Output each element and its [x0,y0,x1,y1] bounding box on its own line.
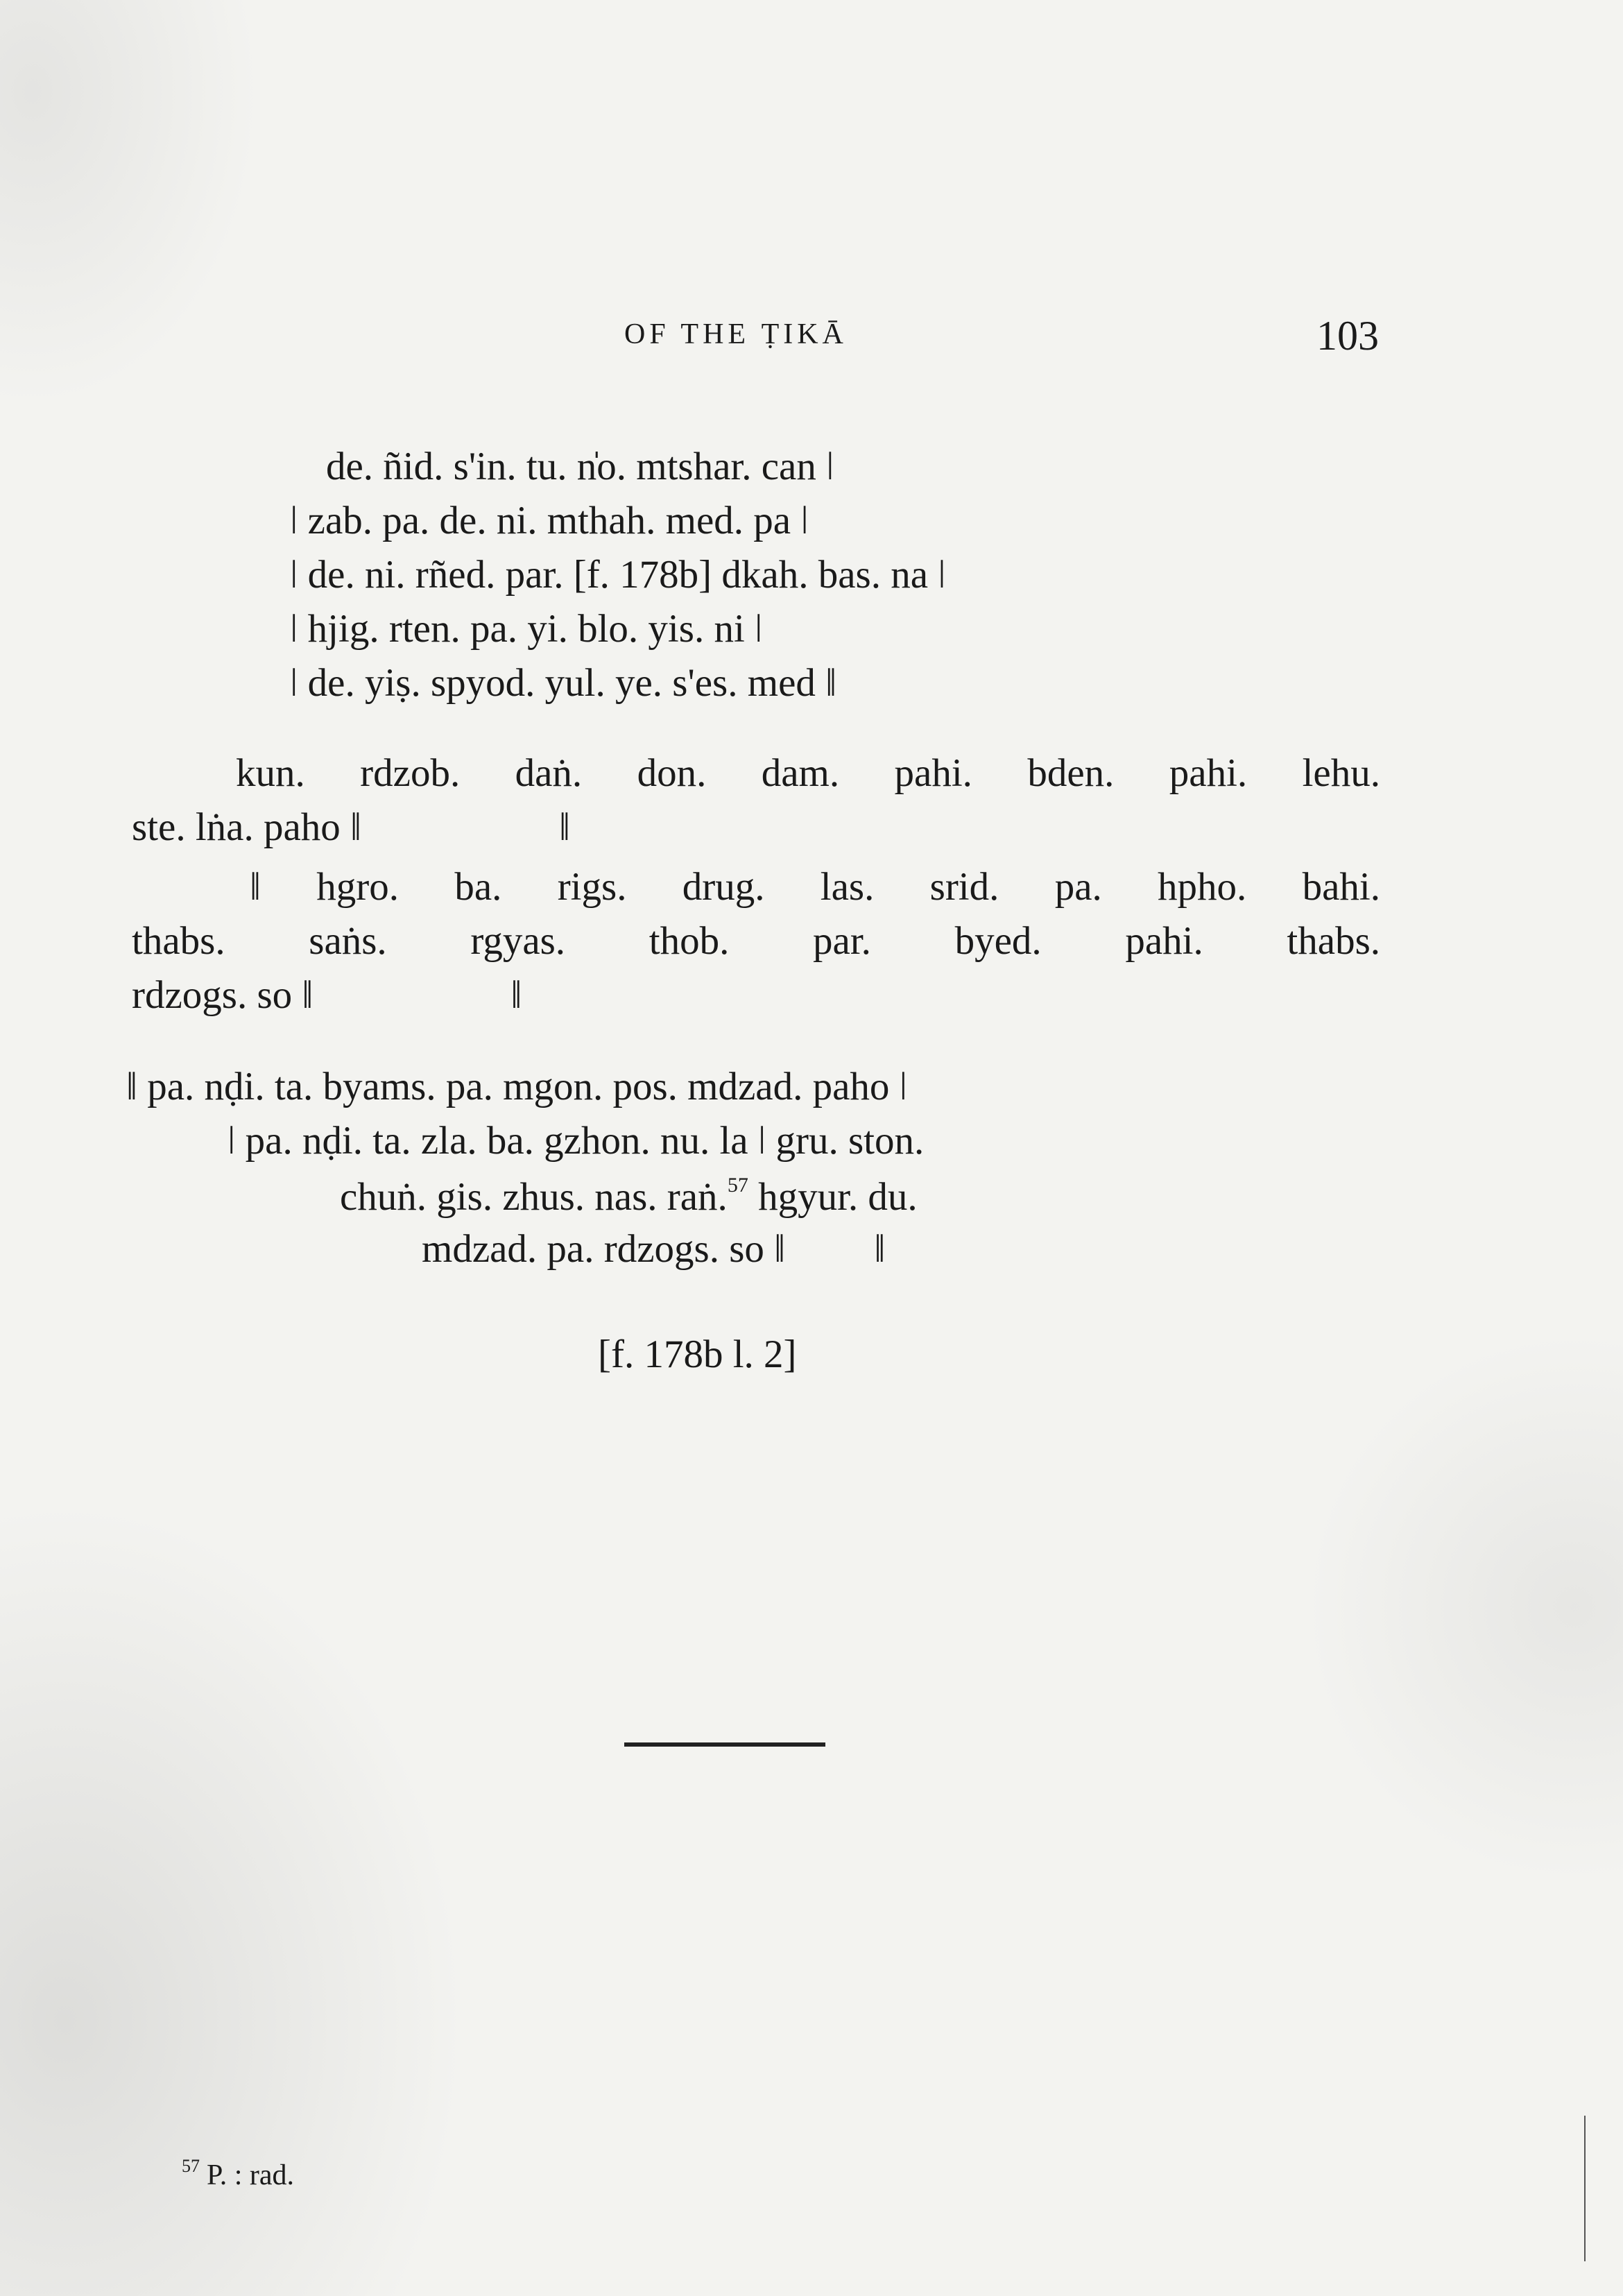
scan-margin-line [1584,2116,1586,2261]
prose-line-3: ǁ hgro. ba. rigs. drug. las. srid. pa. hpho. bahi. [250,865,1380,909]
folio-reference: [f. 178b l. 2] [598,1333,797,1376]
colophon-line-3-text-b: hgyur. du. [748,1175,918,1219]
colophon-line-2: ǀ pa. nḍi. ta. zla. ba. gzhon. nu. la ǀ gru. ston. [227,1119,925,1163]
footnote-text: P. : rad. [207,2159,294,2191]
colophon-line-3 [340,1175,918,1217]
running-header-title: OF THE ṬIKĀ [624,318,848,350]
end-rule [624,1742,825,1747]
prose-line-1: kun. rdzob. daṅ. don. dam. pahi. bden. pahi. lehu. [236,751,1380,795]
footnote [182,2156,294,2192]
prose-line-4: thabs. saṅs. rgyas. thob. par. byed. pahi. thabs. [132,919,1380,963]
verse-line-3: ǀ de. ni. rñed. par. [f. 178b] dkah. bas. na ǀ [290,553,946,597]
verse-line-4: ǀ hjig. rten. pa. yi. blo. yis. ni ǀ [290,607,763,651]
verse-line-1: de. ñid. s'in. tu. n̍o. mtshar. can ǀ [326,445,834,488]
verse-line-5: ǀ de. yiṣ. spyod. yul. ye. s'es. med ǁ [290,661,837,705]
colophon-line-4: mdzad. pa. rdzogs. so ǁ ǁ [422,1227,886,1271]
colophon-line-3-text-a: chuṅ. gis. zhus. nas. raṅ. [340,1175,728,1219]
prose-line-5: rdzogs. so ǁ ǁ [132,973,522,1017]
prose-line-2: ste. lṅa. paho ǁ ǁ [132,805,571,849]
footnote-reference-57: 57 [727,1174,748,1197]
footnote-number: 57 [182,2156,200,2176]
page-number: 103 [1316,313,1379,359]
verse-line-2: ǀ zab. pa. de. ni. mthah. med. pa ǀ [290,499,809,542]
colophon-line-1: ǁ pa. nḍi. ta. byams. pa. mgon. pos. mdzad. paho ǀ [126,1065,908,1108]
